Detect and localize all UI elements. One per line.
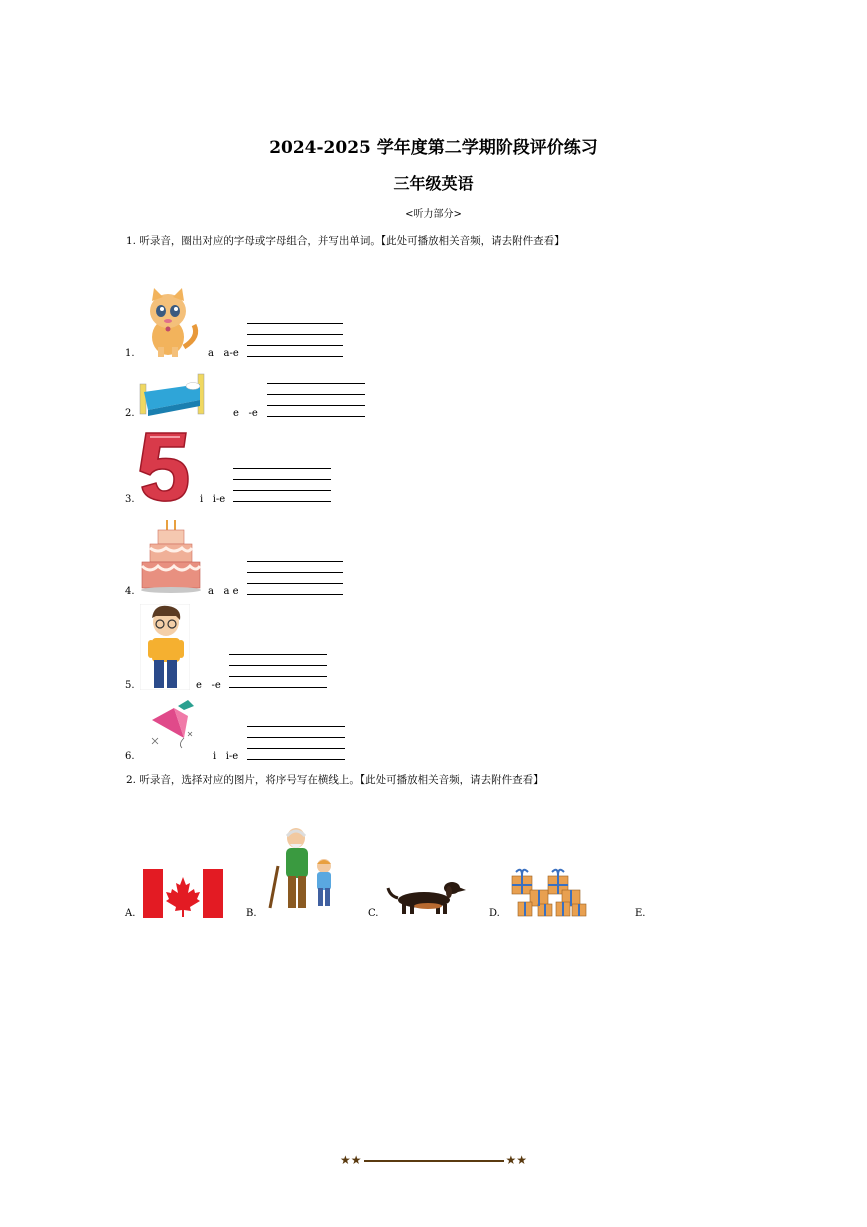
- writing-line[interactable]: [247, 356, 343, 357]
- writing-line[interactable]: [233, 501, 331, 502]
- writing-line[interactable]: [267, 405, 365, 406]
- number-five-picture: [138, 429, 192, 505]
- writing-line[interactable]: [247, 594, 343, 595]
- question-2-instruction: 2. 听录音，选择对应的图片，将序号写在横线上。【此处可播放相关音频，请去附件查看】: [126, 774, 544, 786]
- letter-options[interactable]: i i-e: [213, 751, 239, 762]
- writing-line[interactable]: [247, 748, 345, 749]
- grandpa-and-boy-picture[interactable]: [264, 826, 338, 912]
- item-number: 4.: [125, 586, 135, 597]
- item-number: 3.: [125, 494, 135, 505]
- writing-line[interactable]: [229, 676, 327, 677]
- writing-line[interactable]: [247, 334, 343, 335]
- letter-options[interactable]: a a-e: [208, 348, 239, 359]
- boy-picture: [140, 604, 190, 690]
- cake-picture: [140, 518, 202, 594]
- footer-stars-right: ★★: [505, 1153, 528, 1167]
- cat-picture: [138, 287, 204, 359]
- page-subtitle: 三年级英语: [393, 174, 474, 193]
- page-title: 2024-2025 学年度第二学期阶段评价练习: [269, 138, 598, 158]
- canada-flag-picture[interactable]: [143, 869, 223, 918]
- writing-line[interactable]: [233, 479, 331, 480]
- item-number: 6.: [125, 751, 135, 762]
- writing-line[interactable]: [247, 572, 343, 573]
- writing-line[interactable]: [229, 665, 327, 666]
- writing-line[interactable]: [267, 383, 365, 384]
- writing-line[interactable]: [247, 345, 343, 346]
- writing-line[interactable]: [229, 654, 327, 655]
- option-label-e: E.: [635, 908, 646, 919]
- kite-picture: [148, 698, 198, 750]
- footer-stars-left: ★★: [339, 1153, 362, 1167]
- writing-line[interactable]: [247, 583, 343, 584]
- letter-options[interactable]: a a e: [208, 586, 239, 597]
- writing-line[interactable]: [267, 394, 365, 395]
- writing-line[interactable]: [233, 468, 331, 469]
- bed-picture: [138, 370, 206, 418]
- writing-line[interactable]: [229, 687, 327, 688]
- letter-options[interactable]: e -e: [196, 680, 221, 691]
- question-1-instruction: 1. 听录音，圈出对应的字母或字母组合，并写出单词。【此处可播放相关音频，请去附件查看】: [126, 235, 565, 247]
- writing-line[interactable]: [247, 737, 345, 738]
- writing-line[interactable]: [267, 416, 365, 417]
- letter-options[interactable]: i i-e: [200, 494, 226, 505]
- option-label-b: B.: [246, 908, 257, 919]
- item-number: 1.: [125, 348, 135, 359]
- item-number: 5.: [125, 680, 135, 691]
- option-label-a: A.: [125, 908, 136, 919]
- item-number: 2.: [125, 408, 135, 419]
- gifts-picture[interactable]: [508, 866, 588, 918]
- writing-line[interactable]: [247, 726, 345, 727]
- writing-line[interactable]: [247, 759, 345, 760]
- option-label-c: C.: [368, 908, 379, 919]
- page-footer: [0, 1153, 867, 1167]
- section-label: <听力部分>: [405, 209, 462, 220]
- option-label-d: D.: [489, 908, 500, 919]
- letter-options[interactable]: e -e: [233, 408, 258, 419]
- writing-line[interactable]: [247, 323, 343, 324]
- writing-line[interactable]: [233, 490, 331, 491]
- dog-picture[interactable]: [386, 876, 466, 918]
- footer-divider: [364, 1160, 504, 1162]
- writing-line[interactable]: [247, 561, 343, 562]
